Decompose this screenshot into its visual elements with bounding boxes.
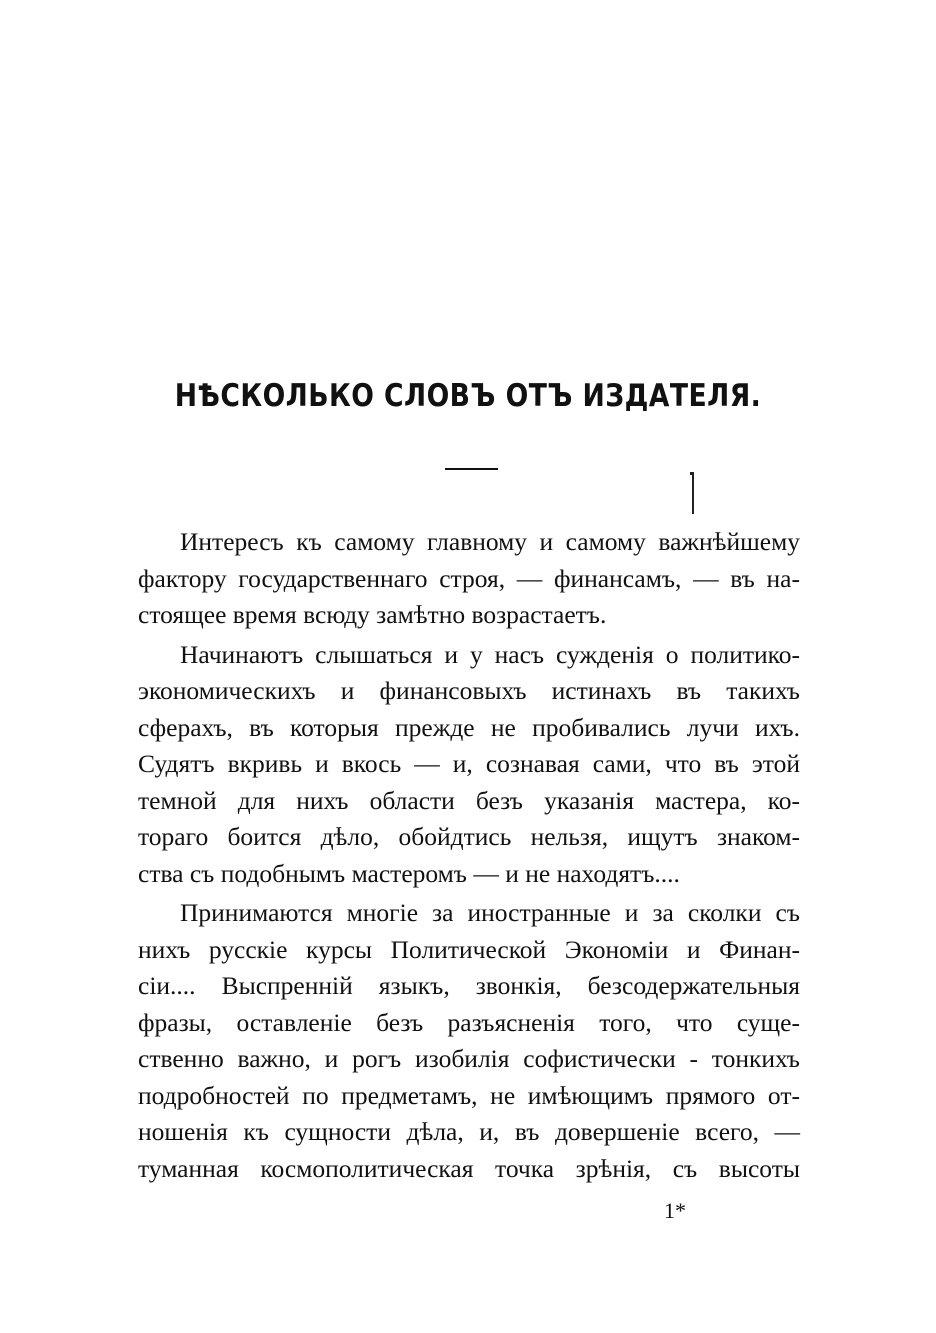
page-number: 1* [664, 1198, 686, 1223]
text-line: тораго боится дѣло, обойдтись нельзя, ищутъ знаком- [138, 822, 800, 851]
text-line: экономическихъ и финансовыхъ истинахъ въ такихъ [138, 676, 800, 705]
text-line: нихъ русскіе курсы Политической Экономіи и Финан- [138, 934, 800, 964]
text-line: фразы, оставленіе безъ разъясненія того, что суще- [138, 1007, 800, 1037]
text-line: Начинаютъ слышаться и у насъ сужденія о политико- [180, 639, 800, 669]
text-line: ношенія къ сущности дѣла, и, въ довершеніе всего, — [138, 1117, 800, 1146]
text-line: Интересъ къ самому главному и самому важнѣйшему [180, 527, 800, 556]
text-line: ства съ подобнымъ мастеромъ — и не находятъ.... [138, 858, 680, 888]
text-line: сіи.... Выспренній языкъ, звонкія, безсодержательныя [138, 971, 800, 1000]
text-line: Принимаются многіе за иностранные и за сколки съ [180, 898, 800, 927]
text-line: подробностей по предметамъ, не имѣющимъ прямого от- [138, 1080, 800, 1110]
text-line: ственно важно, и рогъ изобилія софистически - тонкихъ [138, 1044, 800, 1073]
page-title: НѢСКОЛЬКО СЛОВЪ ОТЪ ИЗДАТЕЛЯ. [174, 378, 762, 414]
title-divider [445, 468, 498, 470]
text-line: туманная космополитическая точка зрѣнія, съ высоты [138, 1153, 800, 1183]
margin-pencil-mark [692, 472, 694, 514]
text-line: сферахъ, въ которыя прежде не пробивались лучи ихъ. [138, 712, 800, 742]
paragraph-3 [138, 895, 800, 1187]
body-text [138, 524, 800, 1187]
paragraph-1 [138, 524, 800, 634]
text-line: стоящее время всюду замѣтно возрастаетъ. [138, 600, 607, 629]
text-line: Судятъ вкривь и вкось — и, сознавая сами, что въ этой [138, 749, 800, 778]
text-line: фактору государственнаго строя, — финансамъ, — въ на- [138, 563, 800, 593]
paragraph-2 [138, 637, 800, 893]
text-line: темной для нихъ области безъ указанія мастера, ко- [138, 785, 800, 815]
